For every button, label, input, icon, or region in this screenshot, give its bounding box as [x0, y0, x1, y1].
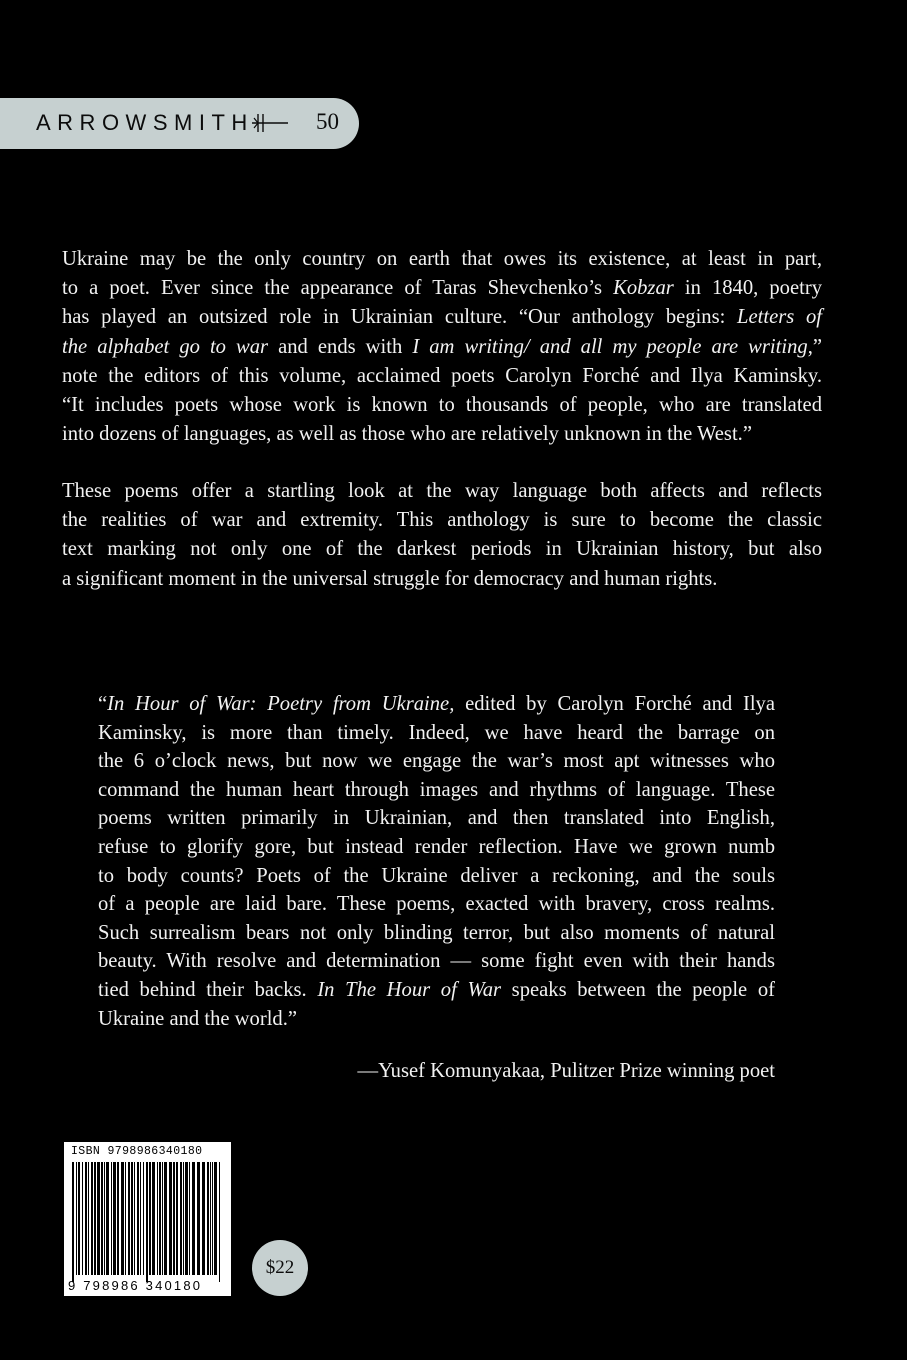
text-line: Ukraine may be the only country on earth that owes its existence, at least in part,	[62, 248, 822, 270]
barcode-digits: 9 798986 340180	[68, 1278, 203, 1293]
series-brand: ARROWSMITH	[36, 110, 254, 135]
text-line: note the editors of this volume, acclaimed poets Carolyn Forché and Ilya Kaminsky.	[62, 364, 822, 387]
quote-line: Ukraine and the world.”	[98, 1007, 297, 1030]
quote-line: the 6 o’clock news, but now we engage the war’s most apt witnesses who	[98, 750, 775, 773]
quote-line: command the human heart through images and rhythms of language. These	[98, 778, 775, 801]
barcode-bars	[64, 1142, 231, 1296]
isbn-label: ISBN 9798986340180	[71, 1145, 203, 1158]
quote-line: of a people are laid bare. These poems, exacted with bravery, cross realms.	[98, 893, 775, 916]
quote-line: to body counts? Poets of the Ukraine deliver a reckoning, and the souls	[98, 864, 775, 887]
text-line: has played an outsized role in Ukrainian culture. “Our anthology begins: Letters of	[62, 306, 822, 329]
quote-line: tied behind their backs. In The Hour of War speaks between the people of	[98, 978, 775, 1001]
text-line: the alphabet go to war and ends with I am writing/ and all my people are writing,”	[62, 335, 822, 358]
series-tab	[0, 98, 359, 149]
issue-number: 50	[316, 109, 339, 134]
text-line: to a poet. Ever since the appearance of Taras Shevchenko’s Kobzar in 1840, poetry	[62, 277, 822, 300]
description-paragraph-1	[62, 245, 822, 449]
text-line: the realities of war and extremity. This anthology is sure to become the classic	[62, 509, 822, 532]
description-paragraph-2	[62, 477, 822, 594]
quote-line: “In Hour of War: Poetry from Ukraine, edited by Carolyn Forché and Ilya	[98, 693, 775, 715]
price-badge: $22	[252, 1240, 308, 1296]
quote-attribution: —Yusef Komunyakaa, Pulitzer Prize winning poet	[357, 1060, 775, 1082]
text-line: These poems offer a startling look at the way language both affects and reflects	[62, 480, 822, 502]
quote-line: beauty. With resolve and determination — some fight even with their hands	[98, 950, 775, 973]
text-line: a significant moment in the universal struggle for democracy and human rights.	[62, 567, 718, 590]
text-line: text marking not only one of the darkest periods in Ukrainian history, but also	[62, 538, 822, 561]
quote-line: Kaminsky, is more than timely. Indeed, we have heard the barrage on	[98, 721, 775, 744]
text-line: “It includes poets whose work is known to thousands of people, who are translated	[62, 394, 822, 417]
text-line: into dozens of languages, as well as those who are relatively unknown in the West.”	[62, 423, 752, 446]
endorsement-quote	[98, 690, 775, 1033]
quote-line: refuse to glorify gore, but instead render reflection. Have we grown numb	[98, 835, 775, 858]
barcode	[64, 1142, 231, 1296]
arrow-icon	[250, 109, 290, 137]
quote-line: Such surrealism bears not only blinding terror, but also moments of natural	[98, 921, 775, 944]
quote-line: poems written primarily in Ukrainian, and then translated into English,	[98, 807, 775, 830]
